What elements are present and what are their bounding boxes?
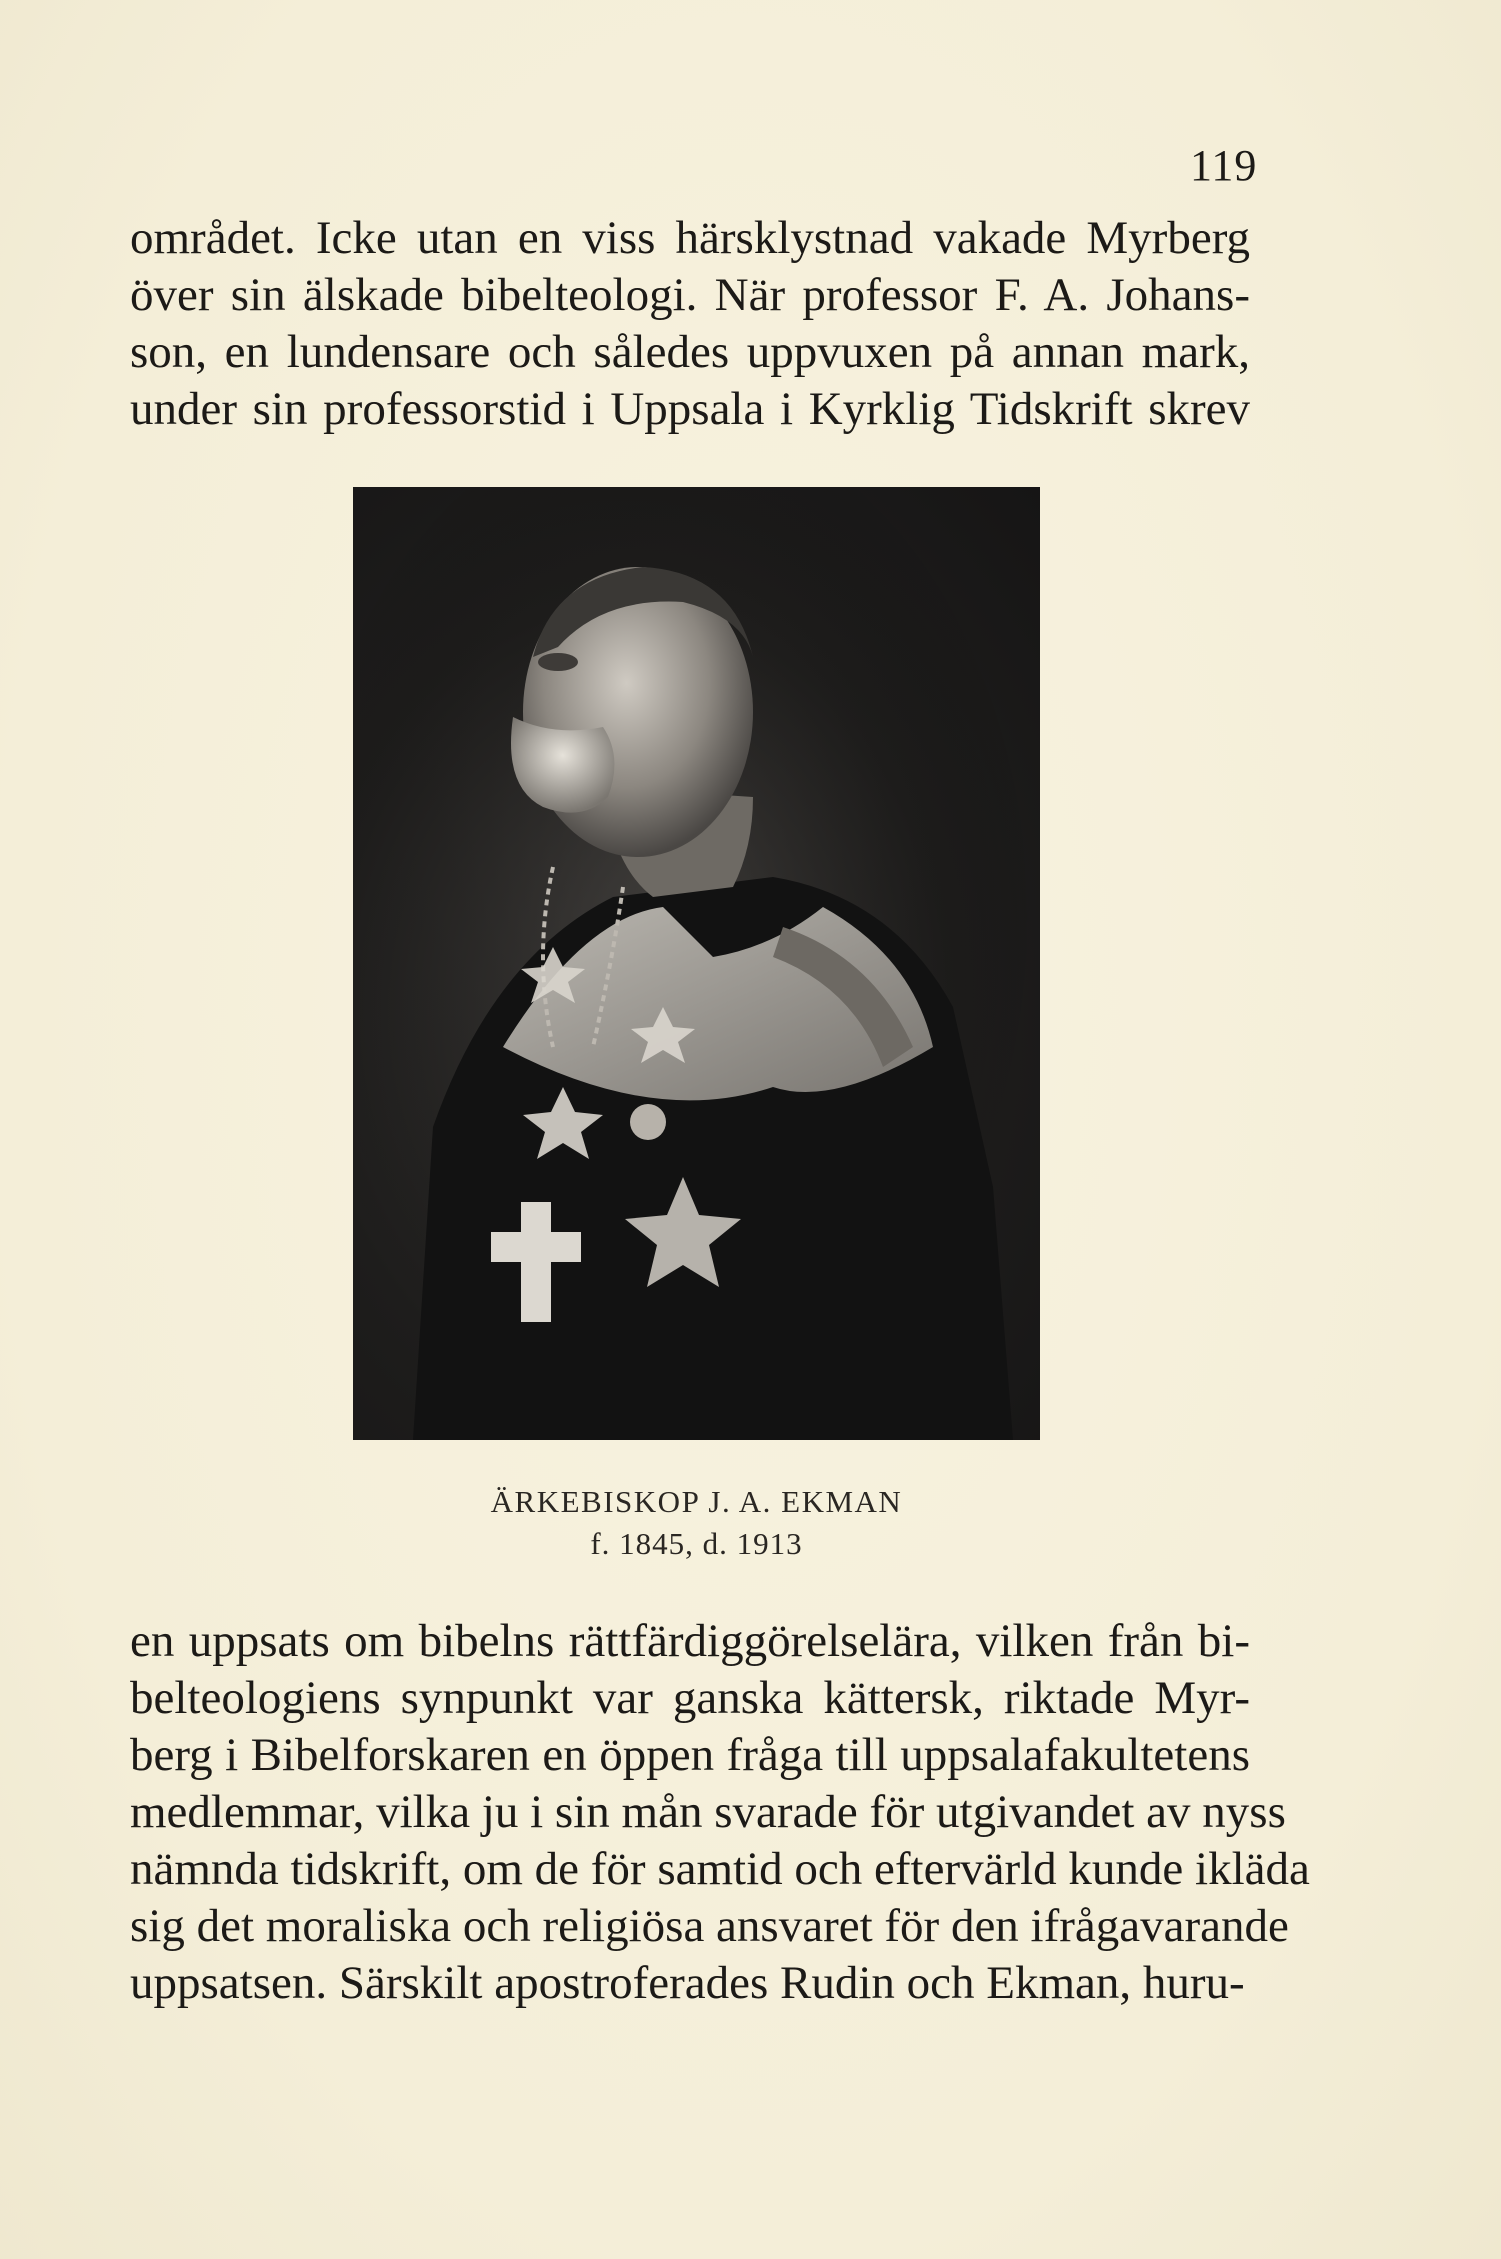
text-line: nämnda tidskrift, om de för samtid och eftervärld kunde ikläda <box>130 1843 1310 1895</box>
bottom-paragraph <box>130 1613 1310 2012</box>
text-line: över sin älskade bibelteologi. När professor F. A. Johans- <box>130 269 1250 321</box>
text-line: berg i Bibelforskaren en öppen fråga till uppsalafakultetens <box>130 1729 1250 1781</box>
text-line: under sin professorstid i Uppsala i Kyrklig Tidskrift skrev <box>130 383 1250 435</box>
caption-title: ÄRKEBISKOP J. A. EKMAN <box>490 1484 903 1519</box>
text-line: medlemmar, vilka ju i sin mån svarade för utgivandet av nyss <box>130 1786 1286 1838</box>
top-paragraph <box>130 210 1250 438</box>
portrait-illustration <box>353 487 1040 1440</box>
text-line: uppsatsen. Särskilt apostroferades Rudin och Ekman, huru- <box>130 1957 1245 2009</box>
page-number: 119 <box>1190 141 1258 190</box>
text-line: sig det moraliska och religiösa ansvaret för den ifrågavarande <box>130 1900 1289 1952</box>
caption-dates: f. 1845, d. 1913 <box>590 1526 803 1561</box>
text-line: son, en lundensare och således uppvuxen på annan mark, <box>130 326 1250 378</box>
text-line: en uppsats om bibelns rättfärdiggörelselära, vilken från bi- <box>130 1615 1250 1667</box>
text-line: belteologiens synpunkt var ganska kättersk, riktade Myr- <box>130 1672 1250 1724</box>
text-line: området. Icke utan en viss härsklystnad vakade Myrberg <box>130 212 1250 264</box>
portrait-photo <box>353 487 1040 1440</box>
